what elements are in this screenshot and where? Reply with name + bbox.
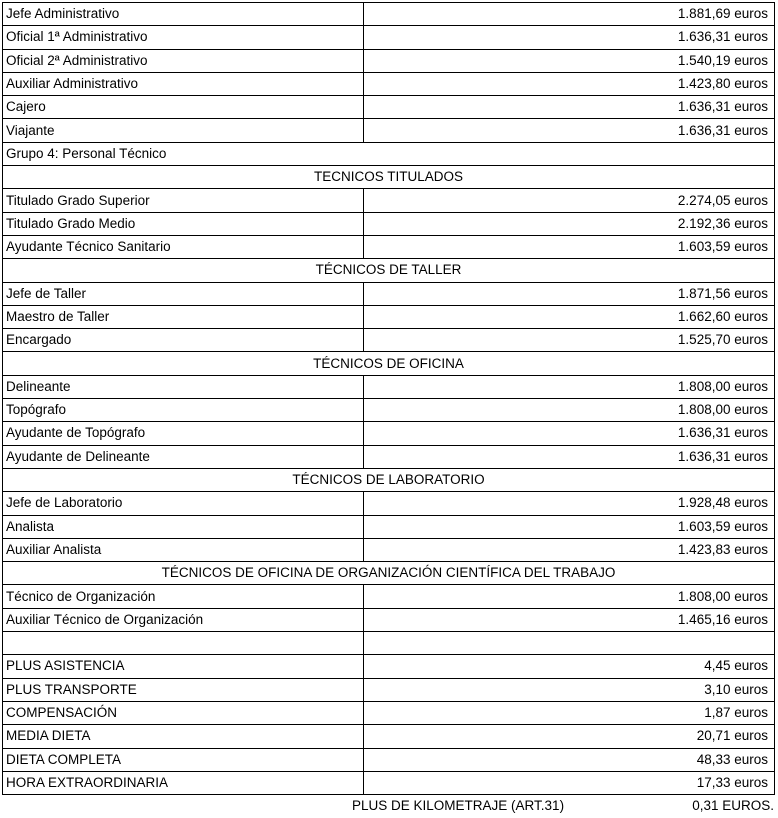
row-value: 1.636,31 euros (364, 422, 775, 445)
table-row (3, 399, 775, 422)
table-row (3, 329, 775, 352)
row-value: 48,33 euros (364, 748, 775, 771)
row-value: 1.636,31 euros (364, 445, 775, 468)
group-row (3, 142, 775, 165)
table-row (3, 585, 775, 608)
row-label: Titulado Grado Medio (3, 212, 364, 235)
row-label: Oficial 1ª Administrativo (3, 26, 364, 49)
row-label: Auxiliar Analista (3, 538, 364, 561)
row-label: Oficial 2ª Administrativo (3, 49, 364, 72)
blank-cell (3, 632, 364, 655)
table-row (3, 771, 775, 794)
table-row (3, 701, 775, 724)
row-label: Analista (3, 515, 364, 538)
table-row (3, 492, 775, 515)
table-row (3, 235, 775, 258)
row-label: PLUS TRANSPORTE (3, 678, 364, 701)
row-value: 1.423,83 euros (364, 538, 775, 561)
row-value: 1.808,00 euros (364, 375, 775, 398)
section-header: TÉCNICOS DE TALLER (3, 259, 775, 282)
row-label: DIETA COMPLETA (3, 748, 364, 771)
row-value: 2.274,05 euros (364, 189, 775, 212)
row-value: 1.603,59 euros (364, 515, 775, 538)
section-header: TÉCNICOS DE LABORATORIO (3, 468, 775, 491)
row-value: 4,45 euros (364, 655, 775, 678)
row-label: Titulado Grado Superior (3, 189, 364, 212)
row-label: Auxiliar Administrativo (3, 72, 364, 95)
row-label: Jefe Administrativo (3, 3, 364, 26)
row-label: Cajero (3, 96, 364, 119)
section-header: TÉCNICOS DE OFICINA DE ORGANIZACIÓN CIENTÍFICA DEL TRABAJO (3, 562, 775, 585)
table-row (3, 678, 775, 701)
section-header: TÉCNICOS DE OFICINA (3, 352, 775, 375)
row-label: Técnico de Organización (3, 585, 364, 608)
row-label: PLUS ASISTENCIA (3, 655, 364, 678)
table-row (3, 515, 775, 538)
table-row (3, 49, 775, 72)
footer-row (0, 796, 778, 816)
section-header-row (3, 352, 775, 375)
row-value: 20,71 euros (364, 725, 775, 748)
row-value: 1.808,00 euros (364, 399, 775, 422)
table-row (3, 725, 775, 748)
row-value: 1.636,31 euros (364, 119, 775, 142)
row-label: Maestro de Taller (3, 305, 364, 328)
table-row (3, 538, 775, 561)
row-value: 1.928,48 euros (364, 492, 775, 515)
table-row (3, 748, 775, 771)
section-header-row (3, 562, 775, 585)
row-value: 1.525,70 euros (364, 329, 775, 352)
section-header-row (3, 468, 775, 491)
row-label: HORA EXTRAORDINARIA (3, 771, 364, 794)
table-row (3, 72, 775, 95)
footer-value: 0,31 EUROS. (692, 798, 774, 813)
table-row (3, 608, 775, 631)
row-label: Encargado (3, 329, 364, 352)
blank-cell (364, 632, 775, 655)
table-row (3, 96, 775, 119)
row-value: 1.636,31 euros (364, 96, 775, 119)
table-row (3, 445, 775, 468)
table-row (3, 119, 775, 142)
row-value: 1,87 euros (364, 701, 775, 724)
table-row (3, 305, 775, 328)
row-value: 17,33 euros (364, 771, 775, 794)
table-row (3, 26, 775, 49)
table-row (3, 3, 775, 26)
table-row (3, 282, 775, 305)
row-value: 1.662,60 euros (364, 305, 775, 328)
table-row (3, 375, 775, 398)
table-row (3, 422, 775, 445)
row-value: 1.423,80 euros (364, 72, 775, 95)
section-header: TECNICOS TITULADOS (3, 166, 775, 189)
salary-table (2, 2, 775, 795)
row-label: Ayudante de Topógrafo (3, 422, 364, 445)
table-row (3, 212, 775, 235)
row-value: 2.192,36 euros (364, 212, 775, 235)
row-value: 1.871,56 euros (364, 282, 775, 305)
row-value: 1.881,69 euros (364, 3, 775, 26)
row-label: Jefe de Laboratorio (3, 492, 364, 515)
row-value: 1.636,31 euros (364, 26, 775, 49)
row-label: Jefe de Taller (3, 282, 364, 305)
row-value: 1.603,59 euros (364, 235, 775, 258)
row-label: Ayudante Técnico Sanitario (3, 235, 364, 258)
row-value: 1.465,16 euros (364, 608, 775, 631)
row-value: 1.808,00 euros (364, 585, 775, 608)
row-label: Auxiliar Técnico de Organización (3, 608, 364, 631)
table-row (3, 655, 775, 678)
section-header-row (3, 259, 775, 282)
group-label: Grupo 4: Personal Técnico (3, 142, 775, 165)
row-label: MEDIA DIETA (3, 725, 364, 748)
salary-table-container (2, 2, 775, 795)
row-label: Ayudante de Delineante (3, 445, 364, 468)
row-value: 3,10 euros (364, 678, 775, 701)
salary-table-body (3, 3, 775, 795)
row-value: 1.540,19 euros (364, 49, 775, 72)
section-header-row (3, 166, 775, 189)
footer-label: PLUS DE KILOMETRAJE (ART.31) (352, 798, 565, 813)
row-label: Delineante (3, 375, 364, 398)
row-label: COMPENSACIÓN (3, 701, 364, 724)
row-label: Viajante (3, 119, 364, 142)
blank-row (3, 632, 775, 655)
table-row (3, 189, 775, 212)
row-label: Topógrafo (3, 399, 364, 422)
